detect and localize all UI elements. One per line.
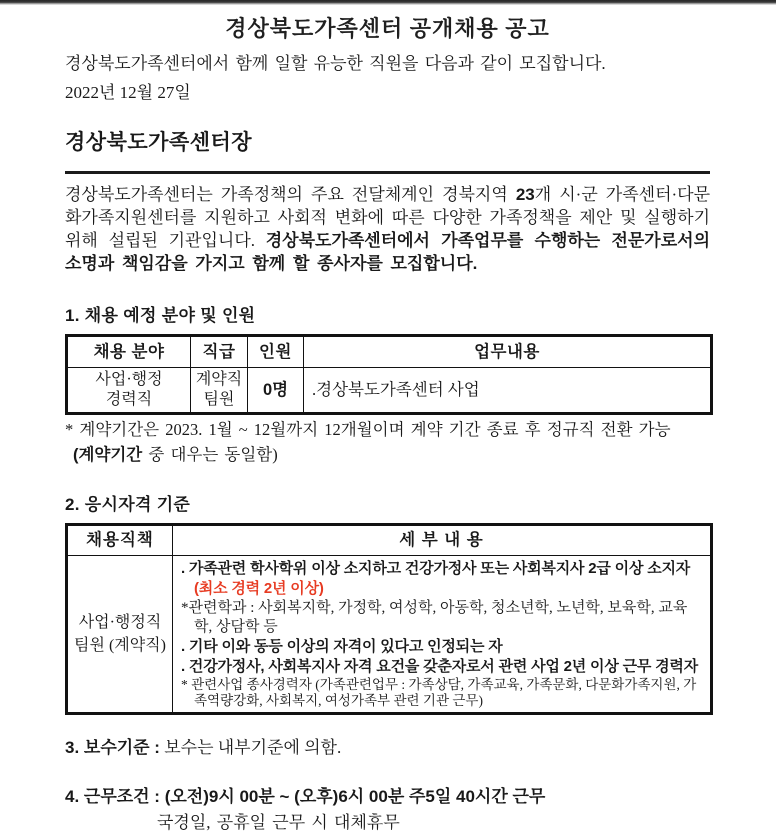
cell-position-line2: 팀원 (계약직)	[74, 637, 166, 654]
horizontal-rule	[65, 171, 710, 174]
detail-item-experience: . 건강가정사, 사회복지사 자격 요건을 갖춘자로서 관련 사업 2년 이상 근무 경력자	[181, 658, 699, 675]
section1-heading: 1. 채용 예정 분야 및 인원	[65, 306, 256, 325]
qualification-table	[65, 523, 713, 715]
scan-edge-bar	[0, 0, 776, 5]
detail-degree-text: . 가족관련 학사학위 이상 소지하고 건강가정사 또는 사회복지사 2급 이상 소지자	[181, 560, 691, 577]
cell-position	[67, 556, 173, 714]
detail-item-equivalent: . 기타 이와 동등 이상의 자격이 있다고 인정되는 자	[181, 638, 503, 655]
table-header-row	[67, 525, 712, 556]
cell-duty: .경상북도가족센터 사업	[304, 368, 712, 414]
contract-note-line2	[73, 444, 710, 466]
cell-count: 0명	[248, 368, 304, 414]
table-row	[67, 368, 712, 414]
author-heading: 경상북도가족센터장	[65, 131, 253, 154]
about-paragraph	[65, 183, 710, 275]
detail-item-majors: *관련학과 : 사회복지학, 가정학, 여성학, 아동학, 청소년학, 노년학, 보육학, 교육학, 상담학 등	[181, 600, 688, 635]
section2-heading: 2. 응시자격 기준	[65, 495, 191, 514]
about-bold-statement: 경상북도가족센터에서 가족업무를 수행하는 전문가로서의 소명과 책임감을 가지고 함께 할 종사자를 모집합니다.	[65, 231, 710, 273]
section4-heading: 4. 근무조건 : (오전)9시 00분 ~ (오후)6시 00분 주5일 40시간 근무	[65, 787, 546, 806]
section4-subline: 국경일, 공휴일 근무 시 대체휴무	[157, 813, 400, 832]
col-header-count: 인원	[248, 336, 304, 368]
section3-heading: 3. 보수기준 :	[65, 738, 160, 757]
col-header-grade: 직급	[191, 336, 248, 368]
document-title: 경상북도가족센터 공개채용 공고	[225, 16, 550, 41]
table-row	[67, 556, 712, 714]
col-header-position: 채용직책	[67, 525, 173, 556]
about-part2: 개 시·군 가족센터·다문화가족지원센터를 지원하고 사회적 변화에 따른 다양한 가족정책을 제안 및 실행하기 위해 설립된 기관입니다.	[65, 185, 710, 250]
cell-field-line1: 사업·행정	[95, 371, 163, 388]
col-header-details: 세 부 내 용	[173, 525, 712, 556]
cell-details	[173, 556, 712, 714]
about-part1: 경상북도가족센터는 가족정책의 주요 전달체계인 경북지역	[65, 185, 516, 204]
cell-field-line2: 경력직	[105, 391, 153, 408]
about-bold-number: 23	[515, 185, 535, 204]
cell-grade	[191, 368, 248, 414]
recruitment-table	[65, 334, 713, 415]
intro-text: 경상북도가족센터에서 함께 일할 유능한 직원을 다음과 같이 모집합니다.	[65, 54, 606, 73]
section3-line	[65, 737, 710, 759]
table-header-row	[67, 336, 712, 368]
cell-grade-line2: 팀원	[203, 391, 235, 408]
detail-item-related-work: * 관련사업 종사경력자 (가족관련업무 : 가족상담, 가족교육, 가족문화, 다문화가족지원, 가족역량강화, 사회복지, 여성가족부 관련 기관 근무)	[181, 677, 697, 708]
contract-note-line1: * 계약기간은 2023. 1월 ~ 12월까지 12개월이며 계약 기간 종료 후 정규직 전환 가능	[65, 420, 671, 439]
contract-note-rest: 중 대우는 동일함)	[142, 445, 278, 464]
contract-note-bold: (계약기간	[73, 446, 143, 464]
cell-field	[67, 368, 191, 414]
cell-position-line1: 사업·행정직	[78, 614, 162, 631]
detail-degree-red-note: (최소 경력 2년 이상)	[194, 580, 324, 597]
cell-grade-line1: 계약직	[195, 371, 243, 388]
spacer	[65, 466, 710, 494]
col-header-field: 채용 분야	[67, 336, 191, 368]
date-text: 2022년 12월 27일	[65, 83, 191, 102]
col-header-duty: 업무내용	[304, 336, 712, 368]
detail-item-degree	[181, 559, 704, 599]
section3-text: 보수는 내부기준에 의함.	[159, 738, 342, 757]
